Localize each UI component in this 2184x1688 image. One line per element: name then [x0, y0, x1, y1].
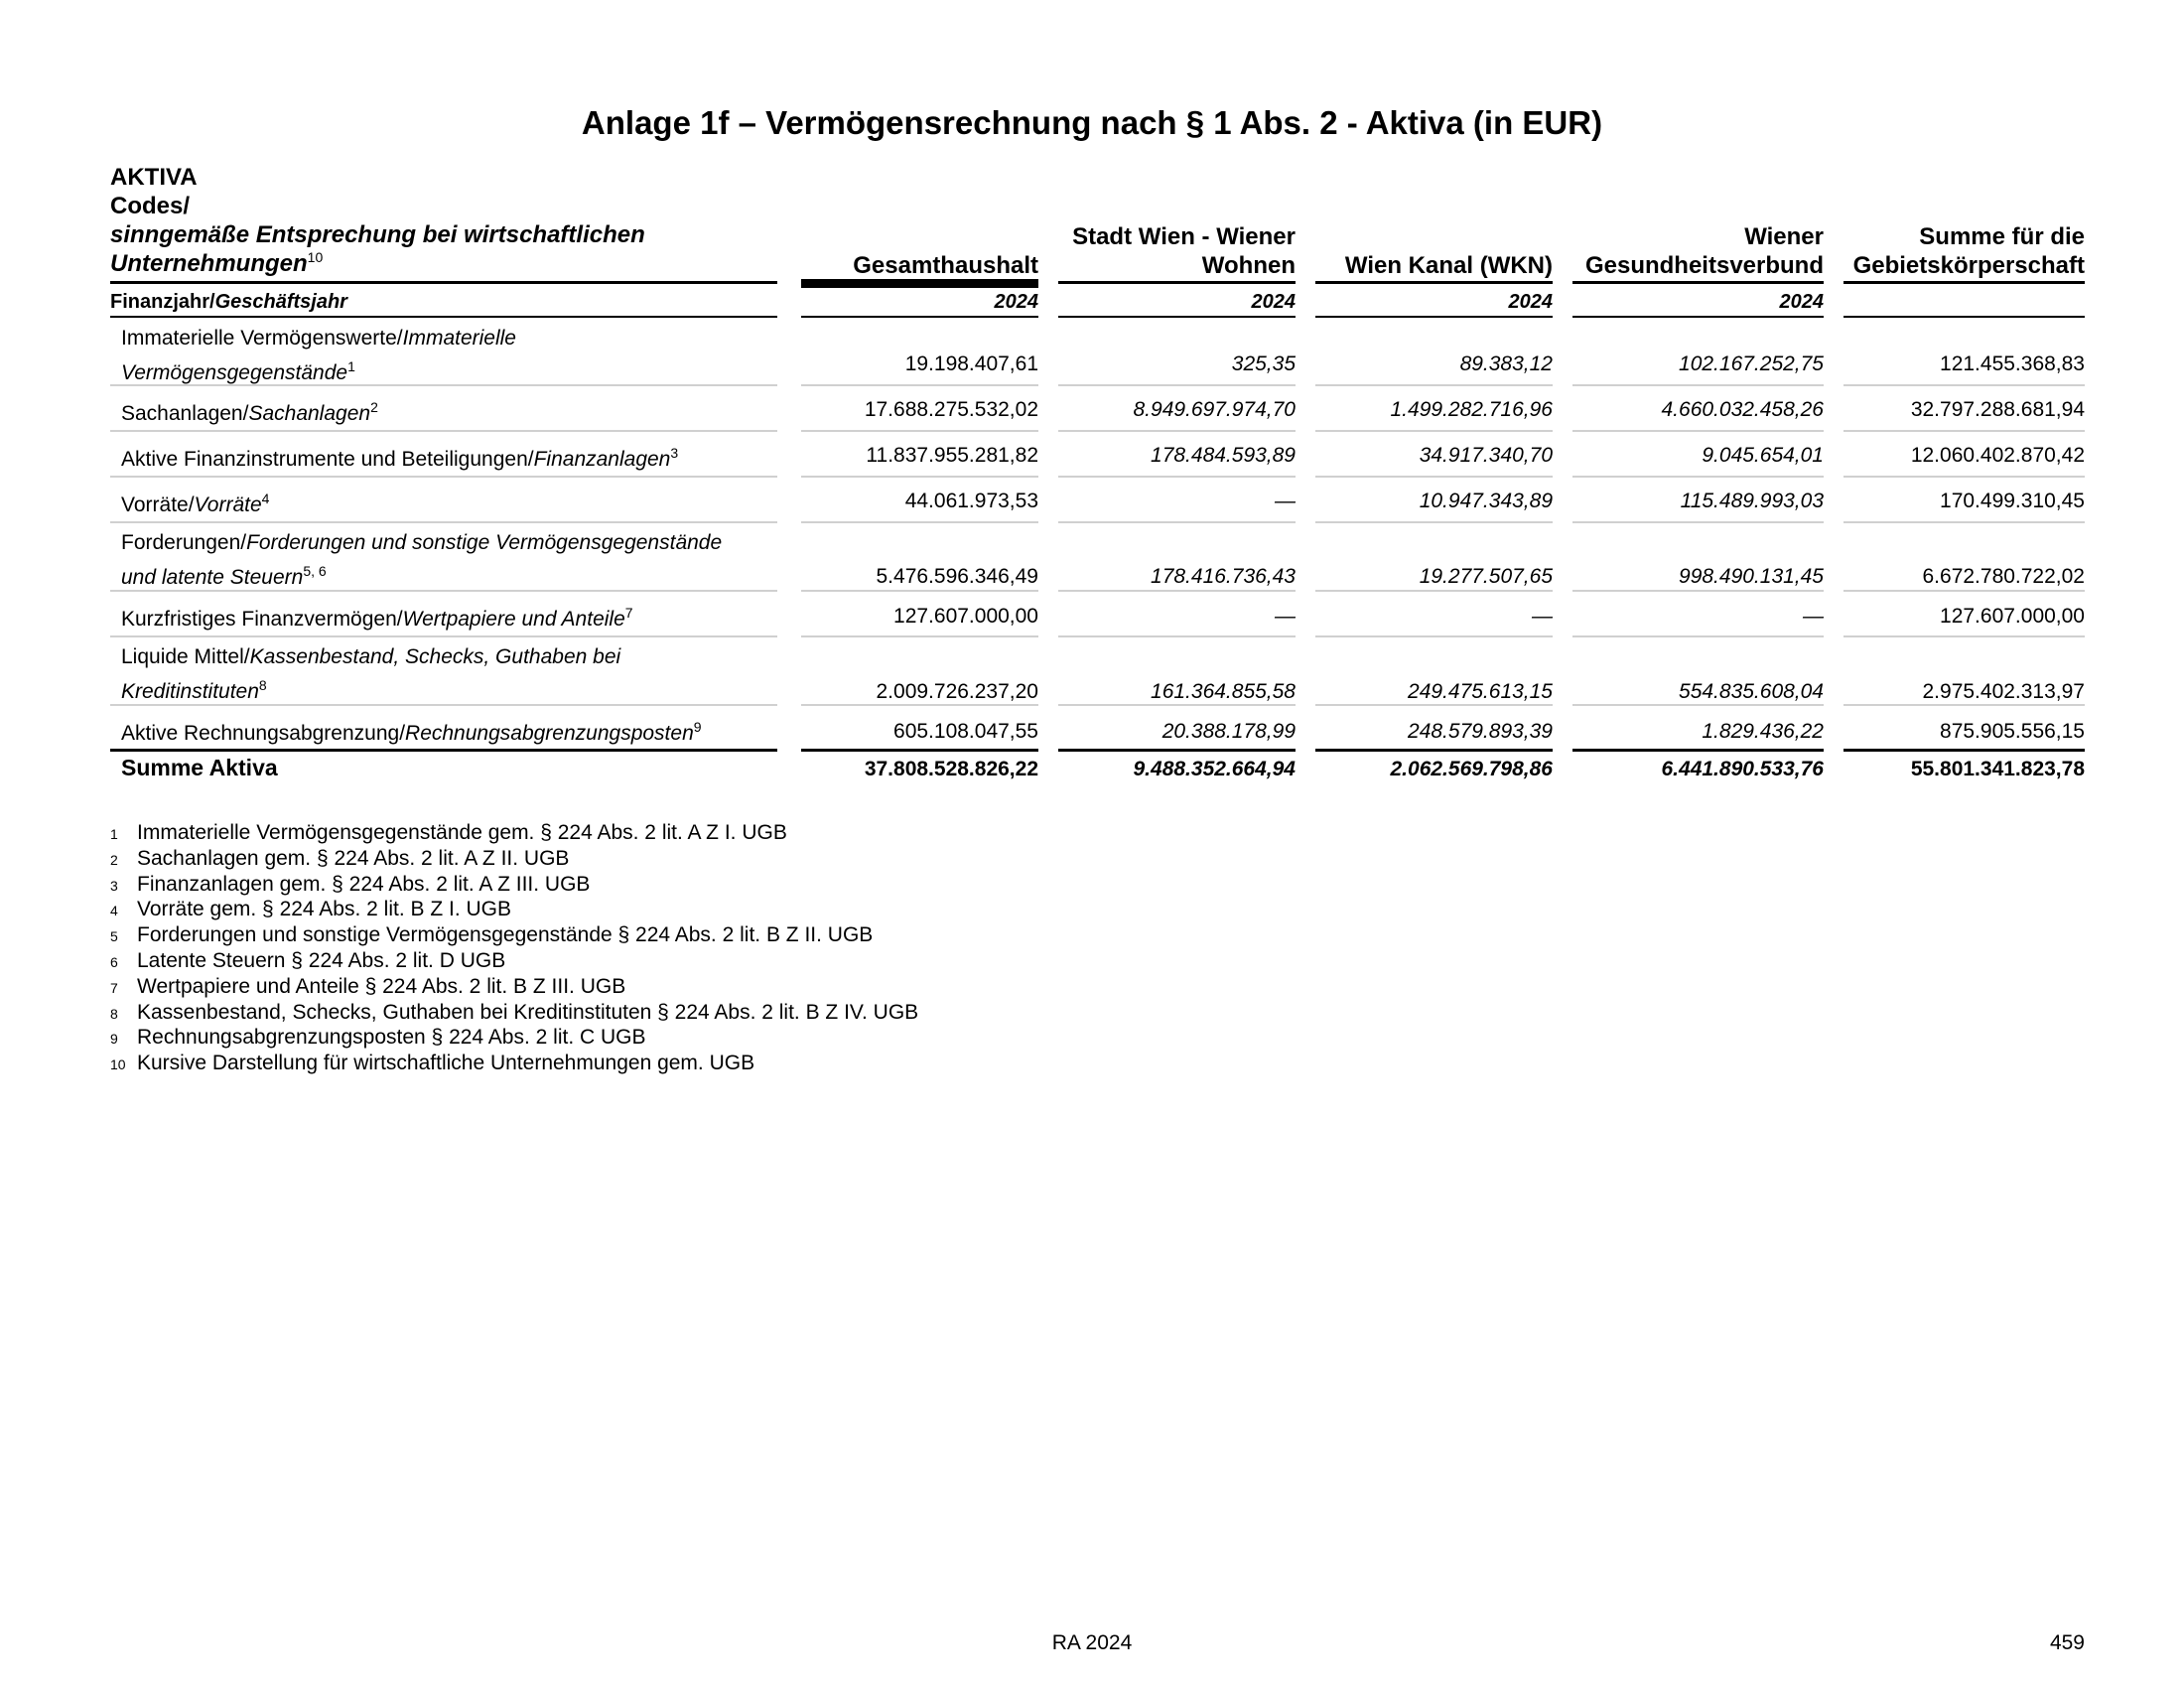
footnote-number: 4	[110, 903, 118, 919]
table-cell: 12.060.402.870,42	[1910, 444, 2085, 467]
column-header-rule	[1058, 281, 1296, 284]
column-header-line1: Summe für die	[1919, 223, 2085, 250]
row-separator	[1315, 384, 1553, 386]
column-header-line2: Wohnen	[1201, 252, 1296, 279]
column-header-rule	[1315, 281, 1553, 284]
footnote-number: 2	[110, 851, 118, 868]
table-cell: 32.797.288.681,94	[1910, 398, 2085, 421]
aktiva-label: AKTIVA	[110, 164, 198, 191]
row-separator	[801, 384, 1038, 386]
table-cell: 170.499.310,45	[1940, 490, 2085, 512]
row-separator	[110, 704, 777, 706]
table-cell: 9.045.654,01	[1702, 444, 1824, 467]
table-cell: 20.388.178,99	[1161, 720, 1296, 743]
table-cell: 249.475.613,15	[1408, 680, 1553, 703]
footnote	[110, 1051, 754, 1076]
row-separator	[1315, 704, 1553, 706]
column-header-rule	[1572, 281, 1824, 284]
total-cell: 2.062.569.798,86	[1390, 758, 1553, 780]
row-separator	[801, 704, 1038, 706]
row-separator	[1572, 430, 1824, 432]
row-separator	[801, 476, 1038, 478]
fy-rule-left	[110, 316, 777, 318]
total-rule	[1315, 749, 1553, 752]
table-cell: 4.660.032.458,26	[1661, 398, 1824, 421]
column-year: 2024	[1508, 291, 1553, 313]
table-cell: 1.499.282.716,96	[1390, 398, 1553, 421]
row-separator	[1058, 476, 1296, 478]
table-cell: —	[1532, 605, 1553, 628]
row-separator	[801, 430, 1038, 432]
footnote	[110, 1025, 646, 1051]
table-cell: 161.364.855,58	[1151, 680, 1296, 703]
row-separator	[1315, 476, 1553, 478]
footnote-text: Latente Steuern § 224 Abs. 2 lit. D UGB	[137, 949, 506, 972]
row-label-line2: Vermögensgegenstände$^1$	[121, 358, 355, 384]
table-cell: 248.579.893,39	[1408, 720, 1553, 743]
footnote	[110, 872, 590, 898]
row-separator	[110, 521, 777, 523]
row-label	[121, 602, 633, 636]
row-label	[121, 525, 722, 595]
row-separator	[1315, 635, 1553, 637]
total-rule	[110, 749, 777, 752]
row-separator	[1843, 635, 2085, 637]
column-header	[1058, 222, 1296, 280]
footnote-text: Wertpapiere und Anteile § 224 Abs. 2 lit. B Z III. UGB	[137, 974, 626, 998]
table-cell: 605.108.047,55	[893, 720, 1038, 743]
column-header-line2: Gesundheitsverbund	[1584, 252, 1824, 279]
row-separator	[1058, 521, 1296, 523]
column-header-line2: Wien Kanal (WKN)	[1344, 252, 1553, 279]
footnote-text: Finanzanlagen gem. § 224 Abs. 2 lit. A Z III. UGB	[137, 872, 591, 896]
total-cell: 9.488.352.664,94	[1133, 758, 1296, 780]
row-separator	[1572, 590, 1824, 592]
row-separator	[801, 635, 1038, 637]
table-cell: 11.837.955.281,82	[866, 444, 1038, 467]
footnote-text: Immaterielle Vermögensgegenstände gem. § 224 Abs. 2 lit. A Z I. UGB	[137, 821, 787, 844]
row-separator	[110, 635, 777, 637]
table-cell: 998.490.131,45	[1679, 565, 1824, 588]
row-separator	[1058, 704, 1296, 706]
row-label-line2: Vorräte/Vorräte$^4$	[121, 491, 270, 516]
row-separator	[801, 521, 1038, 523]
table-cell: 19.277.507,65	[1419, 565, 1553, 588]
row-separator	[1843, 476, 2085, 478]
table-cell: —	[1275, 490, 1296, 512]
row-separator	[1058, 430, 1296, 432]
column-header	[1315, 222, 1553, 280]
row-label-line2: und latente Steuern$^{5, 6}$	[121, 563, 327, 589]
codes-label: Codes/	[110, 193, 191, 219]
row-separator	[801, 590, 1038, 592]
footnote-number: 10	[110, 1056, 126, 1073]
row-separator	[1572, 384, 1824, 386]
table-cell: 127.607.000,00	[1940, 605, 2085, 628]
row-label	[121, 442, 678, 477]
column-header-rule	[1843, 281, 2085, 284]
column-year-rule	[1058, 316, 1296, 318]
row-label-line2: Aktive Finanzinstrumente und Beteiligungen/Finanzanlagen$^3$	[121, 445, 679, 471]
footnote-number: 7	[110, 979, 118, 996]
row-separator	[110, 430, 777, 432]
footnote-text: Rechnungsabgrenzungsposten § 224 Abs. 2 lit. C UGB	[137, 1026, 646, 1050]
column-year-rule	[1315, 316, 1553, 318]
row-label	[121, 396, 378, 431]
footnote	[110, 846, 569, 872]
table-cell: 325,35	[1231, 352, 1296, 375]
total-cell: 37.808.528.826,22	[864, 758, 1038, 780]
table-cell: 121.455.368,83	[1940, 352, 2085, 375]
footnote-number: 3	[110, 877, 118, 894]
total-rule	[1843, 749, 2085, 752]
column-header-line2: Gesamthaushalt	[853, 252, 1038, 279]
total-label: Summe Aktiva	[121, 755, 278, 780]
footnote-text: Forderungen und sonstige Vermögensgegenstände § 224 Abs. 2 lit. B Z II. UGB	[137, 923, 874, 947]
row-separator	[1843, 430, 2085, 432]
row-separator	[1315, 590, 1553, 592]
row-label-line1: Liquide Mittel/Kassenbestand, Schecks, Guthaben bei	[121, 645, 621, 668]
table-cell: 10.947.343,89	[1419, 490, 1553, 512]
table-cell: 127.607.000,00	[893, 605, 1038, 628]
footnote-number: 1	[110, 826, 118, 842]
column-header	[1572, 222, 1824, 280]
table-cell: 34.917.340,70	[1419, 444, 1553, 467]
column-year: 2024	[1779, 291, 1824, 313]
table-cell: 6.672.780.722,02	[1922, 565, 2085, 588]
page-title: Anlage 1f – Vermögensrechnung nach § 1 Abs. 2 - Aktiva (in EUR)	[581, 104, 1603, 141]
table-cell: 115.489.993,03	[1680, 490, 1824, 512]
footnote	[110, 820, 787, 846]
footnote	[110, 948, 505, 974]
table-cell: 875.905.556,15	[1940, 720, 2085, 743]
row-separator	[110, 476, 777, 478]
table-cell: 178.416.736,43	[1151, 565, 1296, 588]
table-cell: 554.835.608,04	[1679, 680, 1824, 703]
table-cell: 8.949.697.974,70	[1133, 398, 1296, 421]
row-label-line1: Forderungen/Forderungen und sonstige Vermögensgegenstände	[121, 531, 723, 554]
footer-report-label: RA 2024	[1051, 1631, 1133, 1654]
column-year: 2024	[994, 291, 1038, 313]
table-cell: 2.975.402.313,97	[1922, 680, 2085, 703]
row-separator	[1058, 384, 1296, 386]
row-separator	[1058, 590, 1296, 592]
footnote-text: Kassenbestand, Schecks, Guthaben bei Kreditinstituten § 224 Abs. 2 lit. B Z IV. UGB	[137, 1000, 919, 1024]
footnote-number: 5	[110, 928, 118, 945]
column-year-rule	[1572, 316, 1824, 318]
row-separator	[1843, 384, 2085, 386]
row-separator	[1843, 590, 2085, 592]
footnote-text: Kursive Darstellung für wirtschaftliche Unternehmungen gem. UGB	[137, 1052, 755, 1075]
footnote	[110, 974, 625, 1000]
total-rule	[1572, 749, 1824, 752]
row-separator	[110, 384, 777, 386]
total-rule	[1058, 749, 1296, 752]
footnote	[110, 922, 873, 948]
row-label	[121, 716, 702, 751]
table-cell: 44.061.973,53	[904, 490, 1038, 512]
column-year: 2024	[1251, 291, 1296, 313]
row-header-caption	[110, 163, 775, 278]
column-header-line1	[801, 222, 1038, 251]
row-label-line2: Kreditinstituten$^8$	[121, 677, 267, 703]
column-header	[1843, 222, 2085, 280]
table-cell: —	[1275, 605, 1296, 628]
footnote	[110, 1000, 918, 1026]
row-label	[121, 488, 269, 522]
row-label-line2: Kurzfristiges Finanzvermögen/Wertpapiere und Anteile$^7$	[121, 605, 633, 631]
footnote-number: 9	[110, 1031, 118, 1048]
footnote	[110, 897, 511, 922]
table-cell: —	[1803, 605, 1824, 628]
column-header-line1	[1315, 222, 1553, 251]
column-header-line2: Gebietskörperschaft	[1852, 252, 2085, 279]
table-cell: 17.688.275.532,02	[864, 398, 1038, 421]
table-cell: 19.198.407,61	[904, 352, 1038, 375]
footnote-text: Sachanlagen gem. § 224 Abs. 2 lit. A Z II. UGB	[137, 846, 570, 870]
ugb-label-2: Unternehmungen$^{10}$	[110, 249, 324, 277]
row-separator	[1315, 430, 1553, 432]
table-cell: 5.476.596.346,49	[876, 565, 1038, 588]
fiscal-year-label: Finanzjahr/Geschäftsjahr	[110, 291, 347, 313]
row-separator	[1843, 521, 2085, 523]
total-cell: 55.801.341.823,78	[1910, 758, 2085, 780]
table-cell: 102.167.252,75	[1679, 352, 1824, 375]
ugb-label-1: sinngemäße Entsprechung bei wirtschaftlichen	[110, 221, 645, 248]
row-separator	[1843, 704, 2085, 706]
row-label	[121, 321, 516, 390]
row-separator	[1058, 635, 1296, 637]
table-cell: 2.009.726.237,20	[876, 680, 1038, 703]
total-cell: 6.441.890.533,76	[1661, 758, 1824, 780]
table-cell: 89.383,12	[1459, 352, 1553, 375]
row-separator	[1572, 476, 1824, 478]
row-separator	[1315, 521, 1553, 523]
table-cell: 178.484.593,89	[1151, 444, 1296, 467]
row-separator	[110, 590, 777, 592]
row-label	[121, 639, 620, 709]
footnote-text: Vorräte gem. § 224 Abs. 2 lit. B Z I. UGB	[137, 898, 512, 921]
footnote-number: 6	[110, 954, 118, 970]
table-cell: 1.829.436,22	[1702, 720, 1824, 743]
column-header-rule	[801, 279, 1038, 288]
header-rule-left	[110, 281, 777, 284]
total-rule	[801, 749, 1038, 752]
footnote-number: 8	[110, 1005, 118, 1022]
row-separator	[1572, 521, 1824, 523]
row-separator	[1572, 635, 1824, 637]
column-header-line1: Stadt Wien - Wiener	[1072, 223, 1296, 250]
row-separator	[1572, 704, 1824, 706]
row-label-line2: Sachanlagen/Sachanlagen$^2$	[121, 399, 378, 425]
row-label-line2: Aktive Rechnungsabgrenzung/Rechnungsabgrenzungsposten$^9$	[121, 719, 702, 745]
column-header	[801, 222, 1038, 280]
column-year-rule	[801, 316, 1038, 318]
column-header-line1: Wiener	[1744, 223, 1824, 250]
row-label-line1: Immaterielle Vermögenswerte/Immaterielle	[121, 327, 516, 350]
column-year-rule	[1843, 316, 2085, 318]
page-number: 459	[2049, 1631, 2085, 1654]
